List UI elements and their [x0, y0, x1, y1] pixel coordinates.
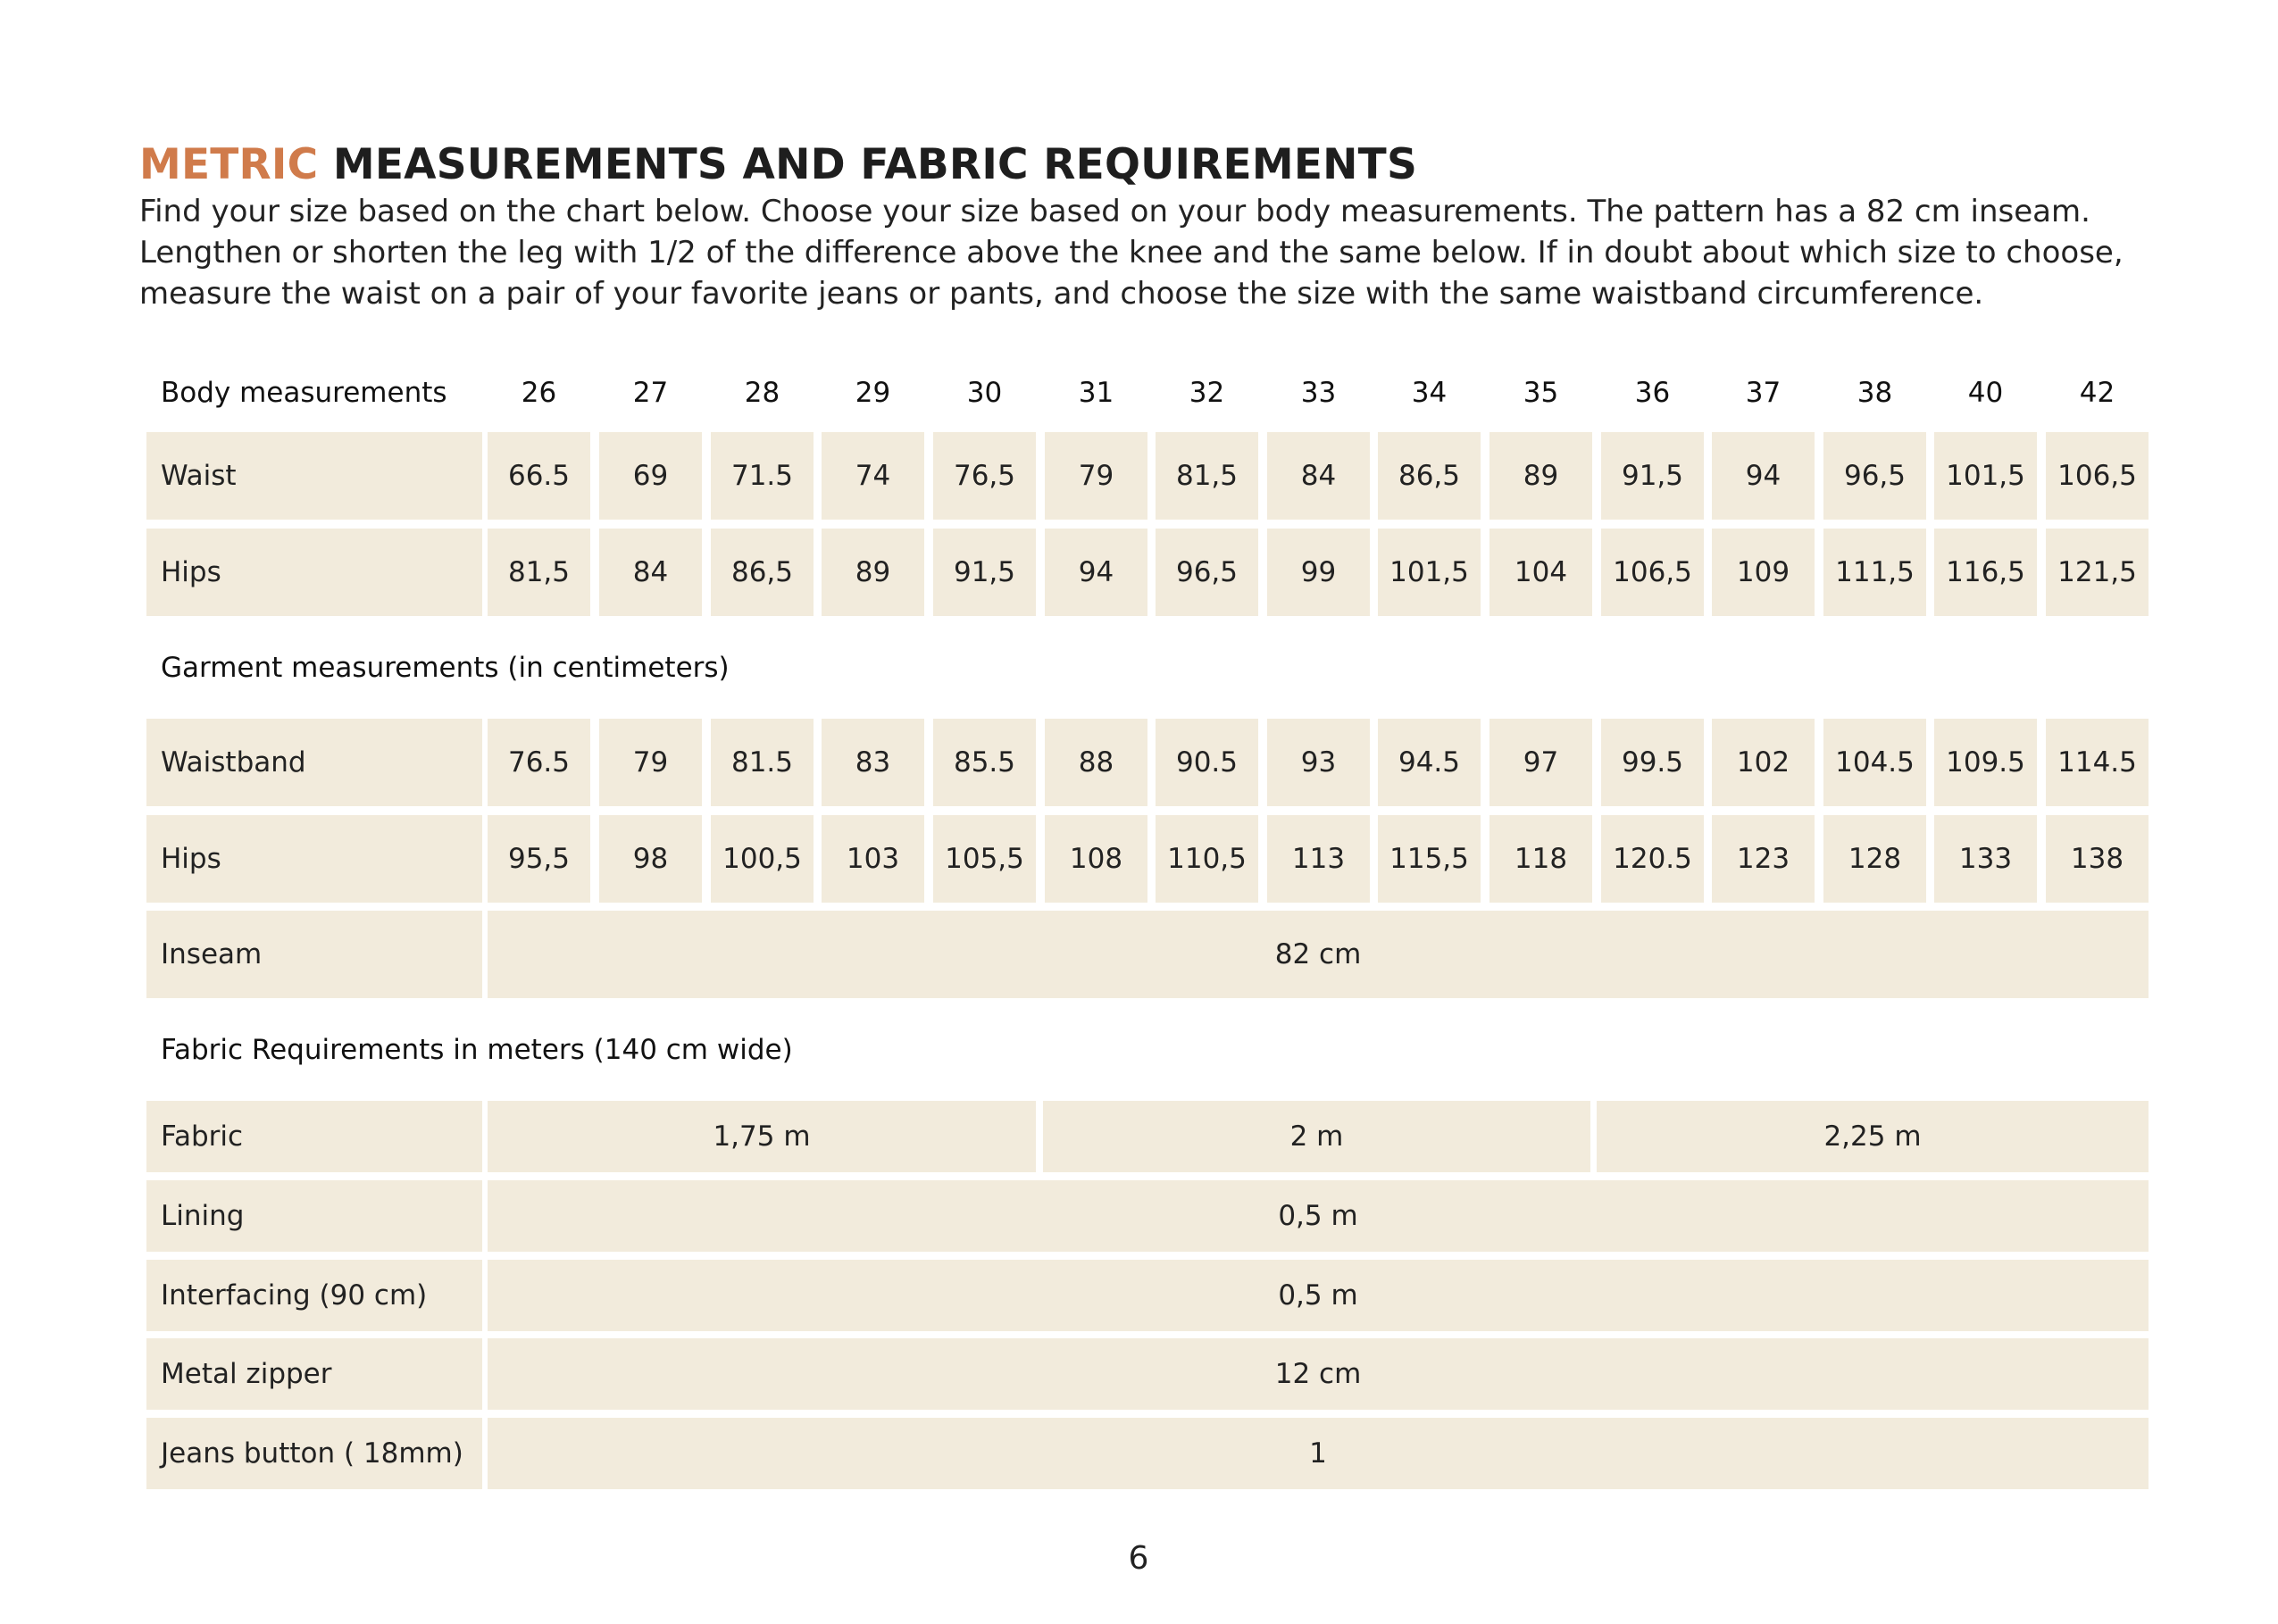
fabric-amount: 2,25 m: [1597, 1101, 2149, 1172]
table-cell: 111,5: [1823, 529, 1926, 616]
table-cell: 110,5: [1156, 815, 1258, 903]
row-label: Hips: [146, 815, 482, 903]
size-header: 32: [1189, 377, 1225, 409]
table-cell: 93: [1267, 719, 1370, 806]
table-cell: 81,5: [488, 529, 590, 616]
table-cell: 123: [1712, 815, 1815, 903]
table-cell: 66.5: [488, 432, 590, 520]
size-header: 26: [521, 377, 557, 409]
size-header: 29: [855, 377, 891, 409]
table-cell: 118: [1489, 815, 1592, 903]
row-label: Fabric: [146, 1101, 482, 1172]
table-cell: 94.5: [1378, 719, 1481, 806]
table-cell: 94: [1045, 529, 1147, 616]
table-cell: 133: [1934, 815, 2037, 903]
requirement-value: 0,5 m: [488, 1180, 2149, 1252]
table-cell: 138: [2046, 815, 2149, 903]
table-cell: 109: [1712, 529, 1815, 616]
table-cell: 81,5: [1156, 432, 1258, 520]
table-cell: 76,5: [933, 432, 1036, 520]
table-cell: 85.5: [933, 719, 1036, 806]
table-cell: 115,5: [1378, 815, 1481, 903]
row-label: Lining: [146, 1180, 482, 1252]
title-accent: METRIC: [139, 140, 319, 189]
table-cell: 121,5: [2046, 529, 2149, 616]
requirement-value: 0,5 m: [488, 1260, 2149, 1331]
table-cell: 108: [1045, 815, 1147, 903]
size-header: 38: [1857, 377, 1893, 409]
table-cell: 86,5: [1378, 432, 1481, 520]
table-cell: 100,5: [711, 815, 814, 903]
table-cell: 104: [1489, 529, 1592, 616]
size-header: 31: [1078, 377, 1114, 409]
fabric-amount: 2 m: [1043, 1101, 1590, 1172]
table-cell: 101,5: [1934, 432, 2037, 520]
table-cell: 120.5: [1601, 815, 1704, 903]
table-cell: 98: [599, 815, 702, 903]
table-cell: 86,5: [711, 529, 814, 616]
table-cell: 91,5: [1601, 432, 1704, 520]
table-cell: 99.5: [1601, 719, 1704, 806]
row-label: Jeans button ( 18mm): [146, 1418, 482, 1489]
table-cell: 90.5: [1156, 719, 1258, 806]
inseam-value: 82 cm: [488, 911, 2149, 998]
page-title: [139, 140, 1417, 189]
size-header: 37: [1745, 377, 1782, 409]
table-cell: 71.5: [711, 432, 814, 520]
size-header: 27: [632, 377, 669, 409]
table-cell: 97: [1489, 719, 1592, 806]
table-cell: 114.5: [2046, 719, 2149, 806]
table-cell: 81.5: [711, 719, 814, 806]
page-number: 6: [1128, 1540, 1149, 1577]
size-header: 28: [744, 377, 780, 409]
table-cell: 84: [1267, 432, 1370, 520]
table-cell: 105,5: [933, 815, 1036, 903]
table-cell: 95,5: [488, 815, 590, 903]
table-cell: 83: [822, 719, 924, 806]
row-label: Waist: [146, 432, 482, 520]
intro-line: Find your size based on the chart below. Choose your size based on your body measurements. The pattern has a 82 cm inseam.: [139, 194, 2090, 229]
size-header: 35: [1523, 377, 1559, 409]
row-label: Metal zipper: [146, 1338, 482, 1410]
size-header: 30: [966, 377, 1003, 409]
section-title-fabric: Fabric Requirements in meters (140 cm wide): [161, 1034, 793, 1066]
table-cell: 103: [822, 815, 924, 903]
table-cell: 99: [1267, 529, 1370, 616]
table-cell: 113: [1267, 815, 1370, 903]
table-cell: 106,5: [2046, 432, 2149, 520]
table-cell: 88: [1045, 719, 1147, 806]
size-header: 42: [2079, 377, 2115, 409]
size-header: 33: [1300, 377, 1337, 409]
table-cell: 102: [1712, 719, 1815, 806]
table-cell: 84: [599, 529, 702, 616]
size-header: 34: [1411, 377, 1448, 409]
intro-line: Lengthen or shorten the leg with 1/2 of the difference above the knee and the same below. If in doubt about which size to choose,: [139, 235, 2124, 271]
table-cell: 79: [599, 719, 702, 806]
section-title-garment: Garment measurements (in centimeters): [161, 652, 730, 684]
table-cell: 89: [822, 529, 924, 616]
table-cell: 79: [1045, 432, 1147, 520]
table-cell: 91,5: [933, 529, 1036, 616]
row-label: Hips: [146, 529, 482, 616]
table-cell: 96,5: [1156, 529, 1258, 616]
fabric-amount: 1,75 m: [488, 1101, 1036, 1172]
intro-paragraph: [139, 191, 2193, 314]
table-cell: 101,5: [1378, 529, 1481, 616]
intro-line: measure the waist on a pair of your favorite jeans or pants, and choose the size with the same waistband circumference.: [139, 276, 1984, 312]
requirement-value: 1: [488, 1418, 2149, 1489]
table-cell: 106,5: [1601, 529, 1704, 616]
table-cell: 109.5: [1934, 719, 2037, 806]
table-cell: 74: [822, 432, 924, 520]
size-header: 36: [1634, 377, 1671, 409]
section-title-body: Body measurements: [161, 377, 447, 409]
row-label: Inseam: [146, 911, 482, 998]
table-cell: 128: [1823, 815, 1926, 903]
table-cell: 96,5: [1823, 432, 1926, 520]
table-cell: 104.5: [1823, 719, 1926, 806]
table-cell: 89: [1489, 432, 1592, 520]
table-cell: 94: [1712, 432, 1815, 520]
size-header: 40: [1967, 377, 2004, 409]
requirement-value: 12 cm: [488, 1338, 2149, 1410]
table-cell: 76.5: [488, 719, 590, 806]
table-cell: 116,5: [1934, 529, 2037, 616]
table-cell: 69: [599, 432, 702, 520]
row-label: Interfacing (90 cm): [146, 1260, 482, 1331]
row-label: Waistband: [146, 719, 482, 806]
title-rest: MEASUREMENTS AND FABRIC REQUIREMENTS: [332, 140, 1417, 189]
